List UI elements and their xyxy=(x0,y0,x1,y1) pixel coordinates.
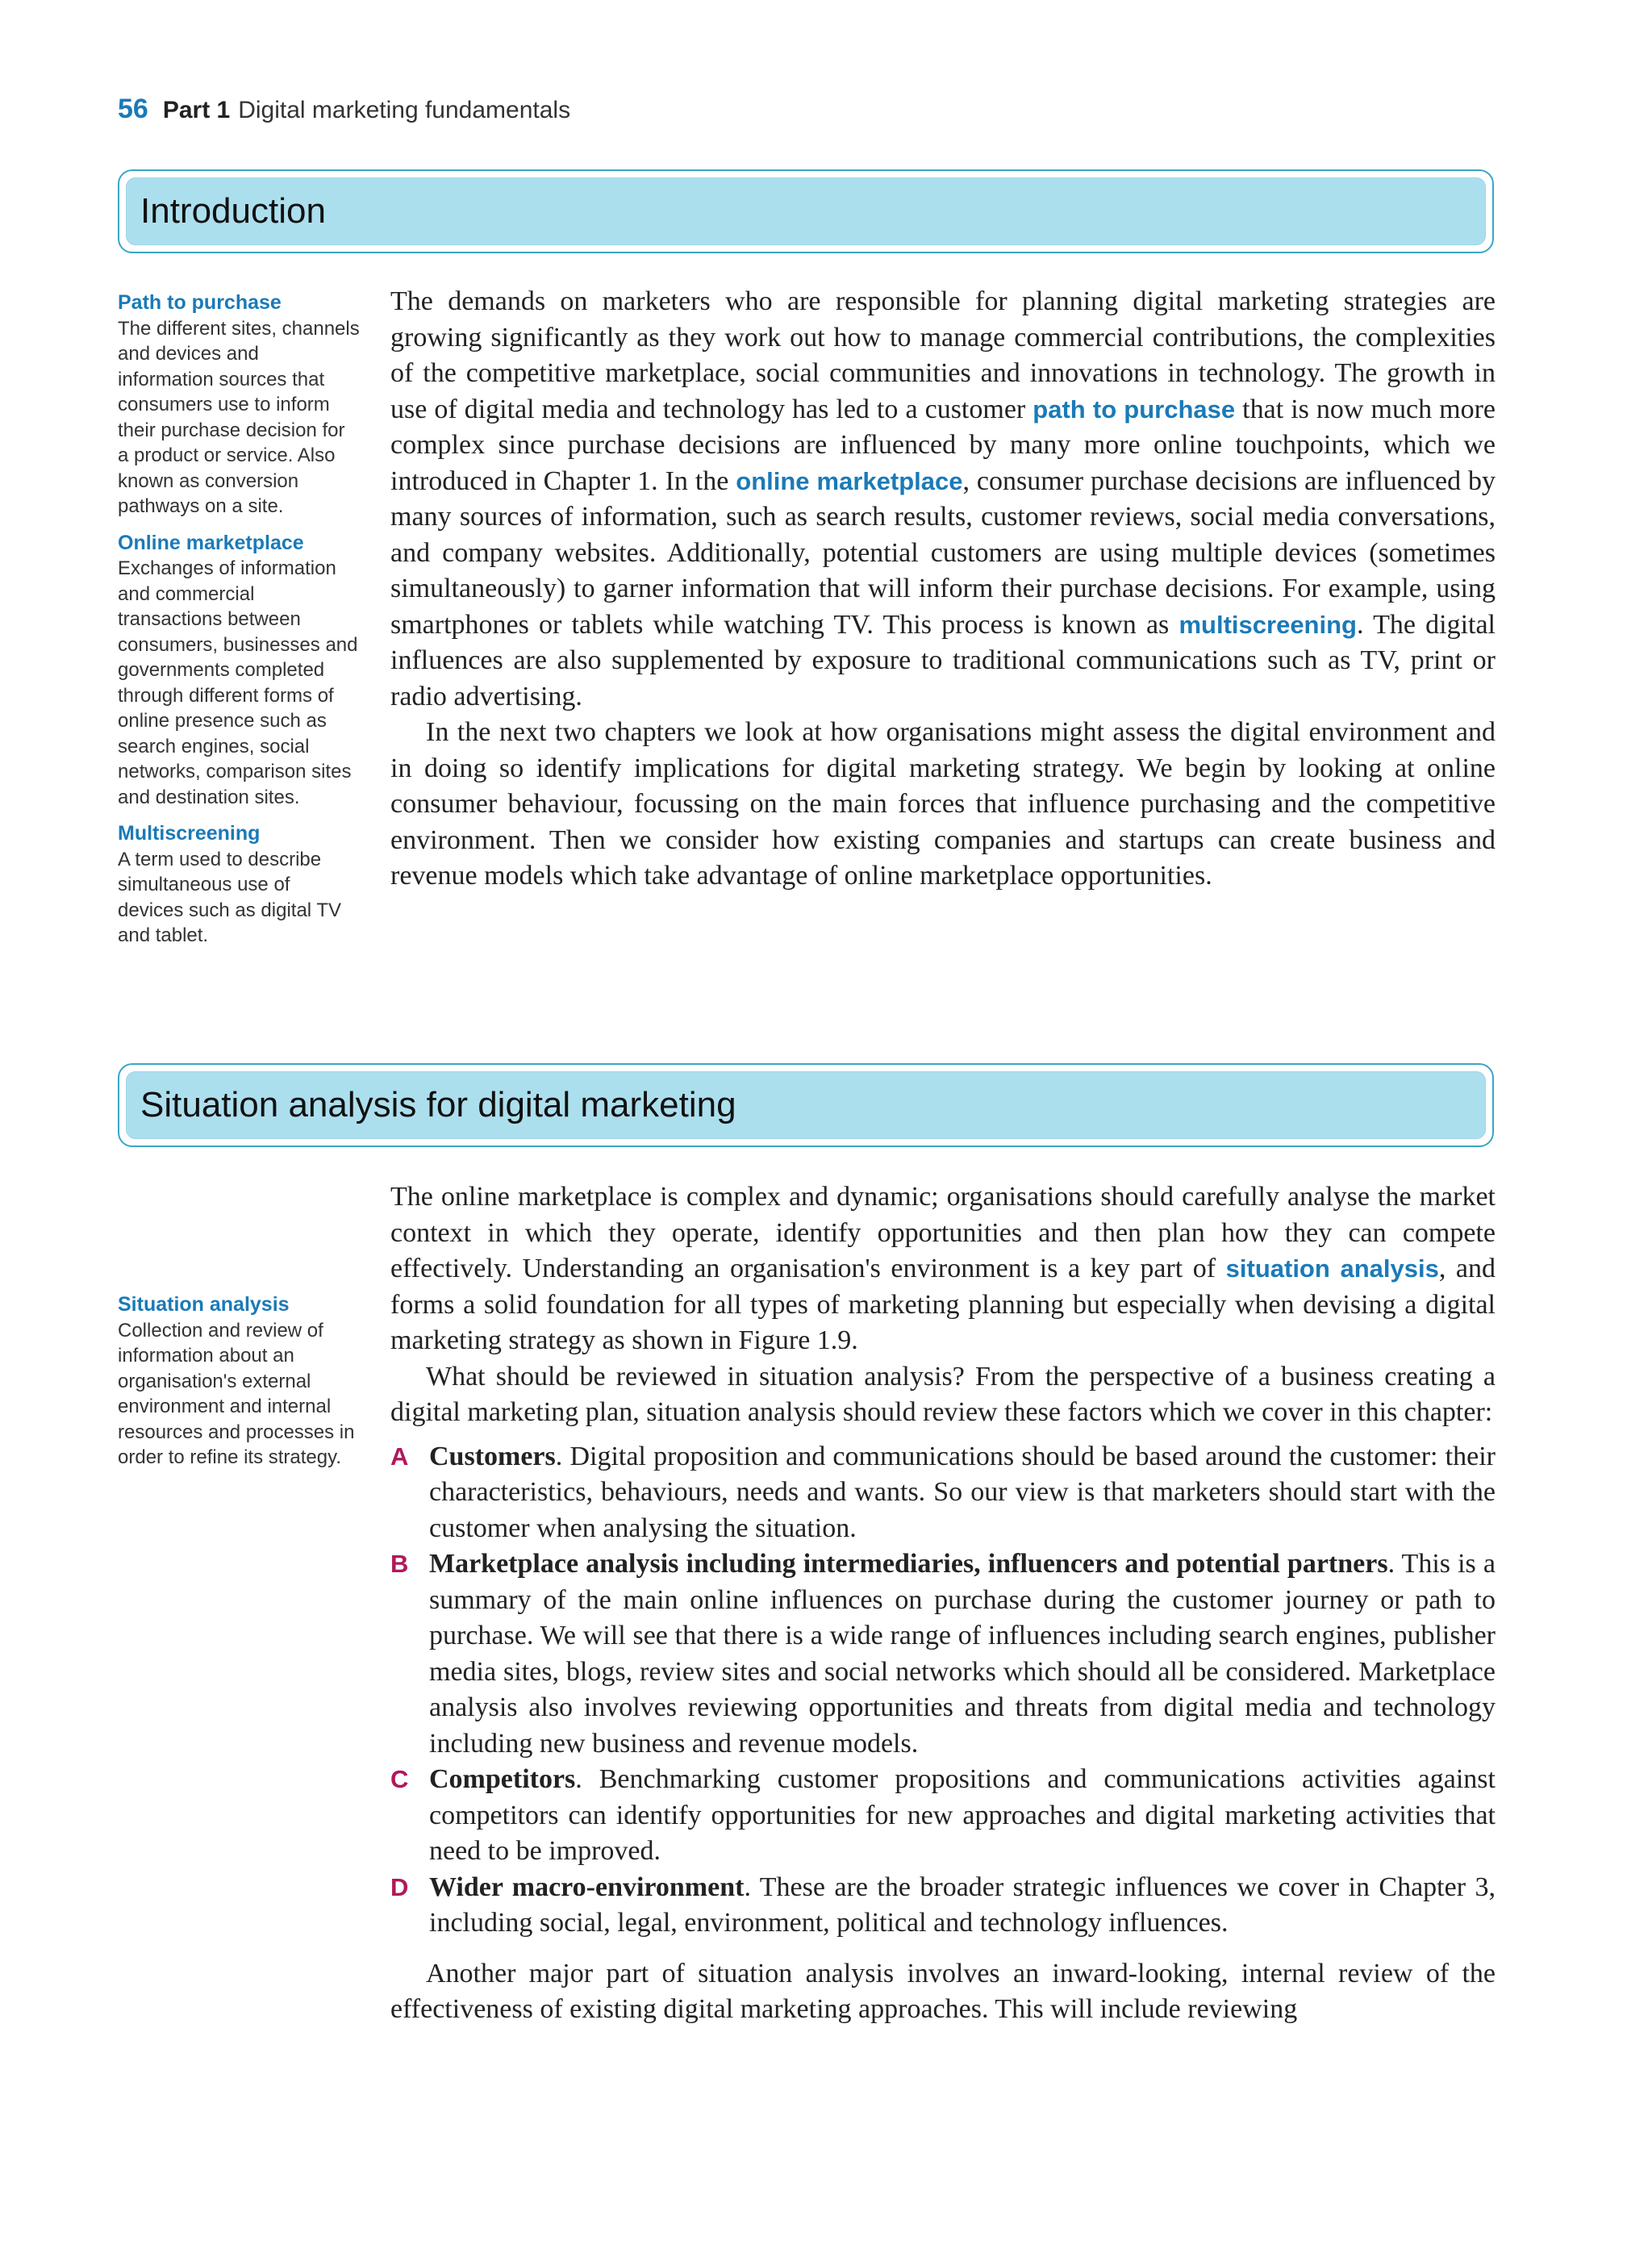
margin-glossary xyxy=(118,290,360,949)
list-item: A Customers. Digital proposition and communications should be based around the customer: their characteristics, behaviours, needs and wants. So our view is that marketers should start with the customer when analysing the situation. xyxy=(390,1439,1496,1547)
part-label: Part 1 xyxy=(162,97,231,123)
glossary-term: Multiscreening xyxy=(118,822,261,845)
body-text xyxy=(390,1179,1496,2028)
factor-list xyxy=(390,1439,1496,1942)
paragraph: The online marketplace is complex and dynamic; organisations should carefully analyse the market context in which they operate, identify opportunities and then plan how they can compete effectively. Understanding an organisation's environment is a key part of situation analysis, and forms a solid foundation for all types of marketing planning but especially when devising a digital marketing strategy as shown in Figure 1.9. xyxy=(390,1182,1496,1355)
list-letter: A xyxy=(390,1442,409,1471)
glossary-definition: Collection and review of information about an organisation's external environment and internal resources and processes in order to refine its strategy. xyxy=(118,1319,355,1468)
part-title: Digital marketing fundamentals xyxy=(238,97,571,123)
list-letter: D xyxy=(390,1872,409,1901)
paragraph: Another major part of situation analysis involves an inward-looking, internal review of the effectiveness of existing digital marketing approaches. This will include reviewing xyxy=(390,1958,1496,2024)
section-heading-introduction xyxy=(118,169,1494,253)
glossary-definition: A term used to describe simultaneous use of devices such as digital TV and tablet. xyxy=(118,848,342,946)
list-item: B Marketplace analysis including intermediaries, influencers and potential partners. This is a summary of the main online influences on purchase during the customer journey or path to purchase. We will see that there is a wide range of influences including search engines, publisher media sites, blogs, review sites and social networks which should all be considered. Marketplace analysis also involves reviewing opportunities and threats from digital media and technology including new business and revenue models. xyxy=(390,1546,1496,1762)
section-title: Introduction xyxy=(140,191,326,231)
margin-glossary xyxy=(118,1292,360,1471)
keyword-link: situation analysis xyxy=(1225,1254,1439,1283)
glossary-definition: Exchanges of information and commercial transactions between consumers, businesses and governments completed through different forms of online presence such as search engines, social networks, comparison sites and destination sites. xyxy=(118,557,358,808)
page-number: 56 xyxy=(118,94,148,124)
glossary-term: Online marketplace xyxy=(118,531,304,554)
list-letter: C xyxy=(390,1765,409,1793)
keyword-link: multiscreening xyxy=(1179,610,1357,639)
list-letter: B xyxy=(390,1550,409,1578)
glossary-definition: The different sites, channels and devices and information sources that consumers use to inform their purchase decision for a product or service. Also known as conversion pathways on a site. xyxy=(118,317,360,517)
glossary-term: Path to purchase xyxy=(118,291,282,314)
list-item: C Competitors. Benchmarking customer propositions and communications activities against competitors can identify opportunities for new approaches and digital marketing activities that need to be improved. xyxy=(390,1762,1496,1870)
list-item: D Wider macro-environment. These are the broader strategic influences we cover in Chapter 3, including social, legal, environment, political and technology influences. xyxy=(390,1870,1496,1942)
running-head xyxy=(118,94,570,125)
glossary-term: Situation analysis xyxy=(118,1293,290,1316)
paragraph: The demands on marketers who are responsible for planning digital marketing strategies are growing significantly as they work out how to manage commercial contributions, the complexities of the competitive marketplace, social communities and innovations in technology. The growth in use of digital media and technology has led to a customer path to purchase that is now much more complex since purchase decisions are influenced by many more online touchpoints, which we introduced in Chapter 1. In the online marketplace, consumer purchase decisions are influenced by many sources of information, such as search results, customer reviews, social media conversations, and company websites. Additionally, potential customers are using multiple devices (sometimes simultaneously) to garner information that will inform their purchase decisions. For example, using smartphones or tablets while watching TV. This process is known as multiscreening. The digital influences are also supplemented by exposure to traditional communications such as TV, print or radio advertising. xyxy=(390,286,1496,711)
paragraph: In the next two chapters we look at how organisations might assess the digital environment and in doing so identify implications for digital marketing strategy. We begin by looking at online consumer behaviour, focussing on the main forces that influence purchasing and the competitive environment. Then we consider how existing companies and startups can create business and revenue models which take advantage of online marketplace opportunities. xyxy=(390,717,1496,891)
paragraph: What should be reviewed in situation analysis? From the perspective of a business creating a digital marketing plan, situation analysis should review these factors which we cover in this chapter: xyxy=(390,1361,1496,1427)
section-title: Situation analysis for digital marketing xyxy=(140,1085,736,1125)
keyword-link: path to purchase xyxy=(1032,394,1236,424)
body-text xyxy=(390,284,1496,895)
section-heading-situation-analysis xyxy=(118,1063,1494,1147)
keyword-link: online marketplace xyxy=(736,466,963,495)
